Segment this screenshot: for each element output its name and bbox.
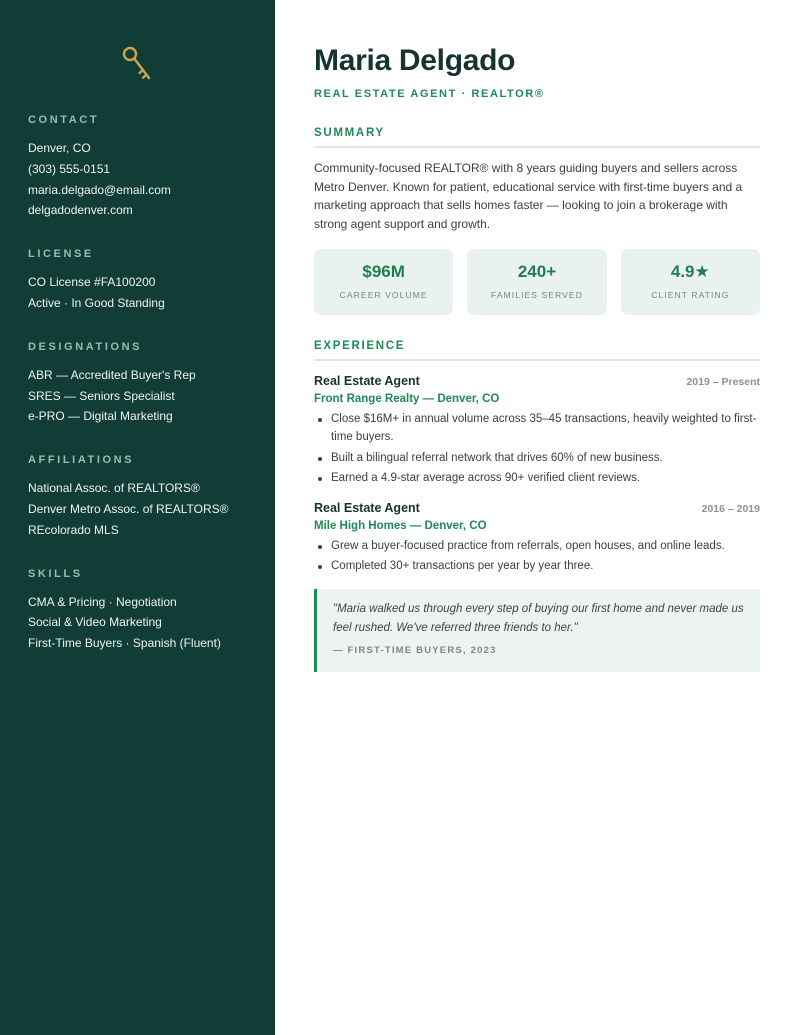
summary-heading: SUMMARY [314, 127, 760, 148]
job-title: Real Estate Agent [314, 500, 420, 515]
testimonial-quote: "Maria walked us through every step of buying our first home and never made us feel rushed. We've referred three friends to her." [333, 602, 744, 634]
stat-label: CAREER VOLUME [339, 290, 428, 301]
skill-item: First-Time Buyers · Spanish (Fluent) [28, 636, 221, 651]
stat-value: 240+ [517, 262, 557, 282]
contact-section [28, 114, 275, 221]
job-bullet: Earned a 4.9-star average across 90+ verified client reviews. [314, 470, 760, 488]
candidate-role: REAL ESTATE AGENT · REALTOR® [314, 88, 545, 100]
key-icon [121, 44, 155, 84]
job-bullets [314, 538, 760, 576]
experience-heading: EXPERIENCE [314, 340, 760, 361]
job-bullet: Built a bilingual referral network that drives 60% of new business. [314, 450, 760, 468]
testimonial-author: — FIRST-TIME BUYERS, 2023 [333, 644, 497, 656]
job-bullet: Completed 30+ transactions per year by year three. [314, 558, 760, 576]
main-content [275, 0, 800, 1035]
license-status: Active · In Good Standing [28, 295, 165, 310]
job-bullet: Grew a buyer-focused practice from referrals, open houses, and online leads. [314, 538, 760, 556]
job-entry [314, 501, 760, 576]
job-company: Front Range Realty — Denver, CO [314, 393, 500, 406]
skills-section [28, 568, 275, 654]
contact-phone[interactable]: (303) 555-0151 [28, 161, 111, 176]
job-entry [314, 374, 760, 487]
license-section [28, 248, 275, 314]
affiliation-item: National Assoc. of REALTORS® [28, 481, 200, 496]
job-bullet: Close $16M+ in annual volume across 35–45 transactions, heavily weighted to first-time buyers. [314, 411, 760, 446]
contact-email[interactable]: maria.delgado@email.com [28, 182, 171, 197]
designations-section [28, 341, 275, 427]
stat-label: CLIENT RATING [651, 290, 730, 301]
skill-item: Social & Video Marketing [28, 615, 162, 630]
stats-row [314, 249, 760, 315]
sidebar [0, 0, 275, 1035]
affiliations-section [28, 454, 275, 540]
designations-heading: DESIGNATIONS [28, 340, 143, 353]
stat-card-families [467, 249, 606, 315]
affiliations-heading: AFFILIATIONS [28, 454, 135, 467]
job-header [314, 374, 760, 388]
stat-value: $96M [362, 262, 405, 282]
stat-value: 4.9★ [670, 262, 710, 282]
contact-location: Denver, CO [28, 141, 91, 155]
job-dates: 2016 – 2019 [701, 502, 760, 515]
affiliation-item: REcolorado MLS [28, 522, 119, 537]
contact-website[interactable]: delgadodenver.com [28, 203, 133, 218]
stat-label: FAMILIES SERVED [491, 290, 583, 301]
job-title: Real Estate Agent [314, 374, 420, 389]
stat-card-volume [314, 249, 453, 315]
affiliation-item: Denver Metro Assoc. of REALTORS® [28, 501, 229, 516]
designation-item: e-PRO — Digital Marketing [28, 409, 173, 424]
skill-item: CMA & Pricing · Negotiation [28, 594, 177, 609]
summary-text: Community-focused REALTOR® with 8 years guiding buyers and sellers across Metro Denver. Known for patient, educational service with first-time buyers and a marketing approach that sells homes faster — looking to join a brokerage with strong agent support and growth. [314, 161, 743, 231]
stat-card-rating [621, 249, 760, 315]
job-company: Mile High Homes — Denver, CO [314, 519, 487, 532]
job-bullets [314, 411, 760, 487]
designation-item: SRES — Seniors Specialist [28, 388, 175, 403]
job-header [314, 501, 760, 515]
skills-heading: SKILLS [28, 567, 83, 580]
license-heading: LICENSE [28, 248, 94, 261]
testimonial [314, 589, 760, 672]
candidate-name: Maria Delgado [314, 44, 516, 77]
contact-heading: CONTACT [28, 114, 100, 126]
designation-item: ABR — Accredited Buyer's Rep [28, 367, 196, 382]
license-number: CO License #FA100200 [28, 275, 156, 290]
job-dates: 2019 – Present [686, 376, 760, 389]
logo [28, 44, 248, 84]
